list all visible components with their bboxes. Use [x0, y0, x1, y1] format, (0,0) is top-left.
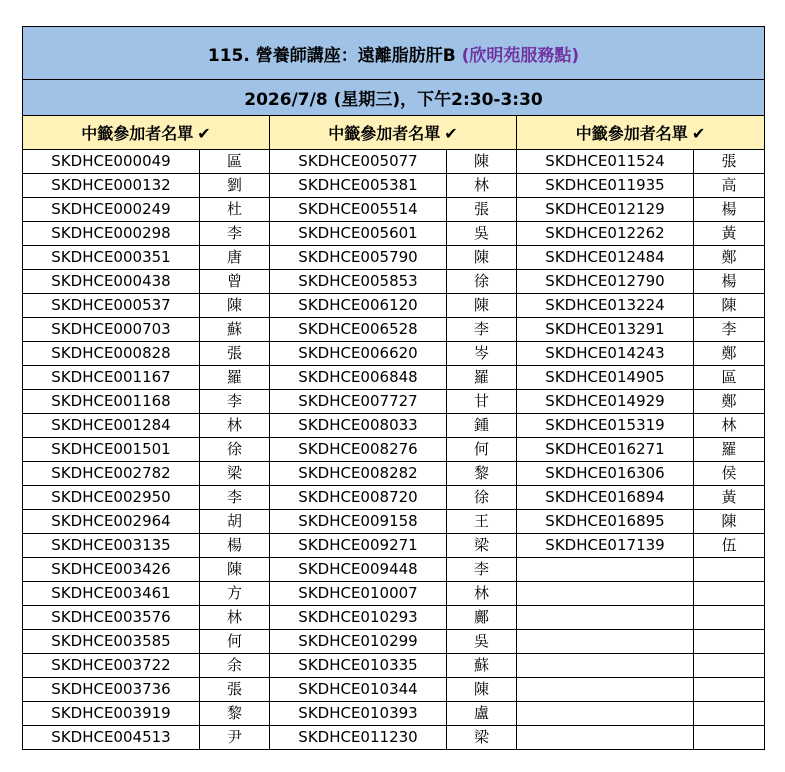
participant-surname: 林	[694, 414, 765, 438]
checkmark-icon: ✔	[691, 124, 706, 143]
participant-surname: 張	[200, 678, 270, 702]
table-row	[23, 582, 765, 606]
participant-surname: 蘇	[200, 318, 270, 342]
participant-surname: 徐	[200, 438, 270, 462]
participant-surname: 杜	[200, 198, 270, 222]
participant-code: SKDHCE005381	[270, 174, 447, 198]
table-row	[23, 630, 765, 654]
table-row	[23, 150, 765, 174]
event-title	[23, 27, 765, 80]
participant-code: SKDHCE012790	[517, 270, 694, 294]
column-header-2	[270, 116, 517, 150]
participant-surname: 李	[200, 390, 270, 414]
participant-code	[517, 558, 694, 582]
participant-surname: 尹	[200, 726, 270, 750]
participant-surname: 吳	[447, 630, 517, 654]
participant-code: SKDHCE008720	[270, 486, 447, 510]
participant-surname	[694, 678, 765, 702]
event-date: 2026/7/8 (星期三)，下午2:30-3:30	[23, 80, 765, 116]
participant-surname: 黃	[694, 222, 765, 246]
checkmark-icon: ✔	[444, 124, 458, 143]
participant-surname: 陳	[447, 246, 517, 270]
table-row	[23, 366, 765, 390]
participant-code: SKDHCE003135	[23, 534, 200, 558]
participant-code	[517, 702, 694, 726]
table-row	[23, 222, 765, 246]
participant-code: SKDHCE000049	[23, 150, 200, 174]
table-row	[23, 462, 765, 486]
table-row	[23, 174, 765, 198]
participant-code	[517, 726, 694, 750]
participant-surname: 甘	[447, 390, 517, 414]
participant-surname: 徐	[447, 270, 517, 294]
participant-surname: 羅	[694, 438, 765, 462]
table-row	[23, 702, 765, 726]
participant-surname	[694, 558, 765, 582]
participant-surname: 羅	[200, 366, 270, 390]
participant-surname: 陳	[694, 510, 765, 534]
participant-surname: 徐	[447, 486, 517, 510]
participant-surname: 區	[694, 366, 765, 390]
participant-surname: 張	[200, 342, 270, 366]
participant-code: SKDHCE011524	[517, 150, 694, 174]
table-row	[23, 534, 765, 558]
participant-surname	[694, 702, 765, 726]
participant-code: SKDHCE010007	[270, 582, 447, 606]
participant-surname: 鄺	[447, 606, 517, 630]
participant-surname: 王	[447, 510, 517, 534]
participant-surname: 黎	[447, 462, 517, 486]
participant-code: SKDHCE003736	[23, 678, 200, 702]
winners-sheet	[22, 26, 765, 750]
participant-surname	[694, 582, 765, 606]
participant-surname: 黃	[694, 486, 765, 510]
column-header-row	[23, 116, 765, 150]
participant-surname: 高	[694, 174, 765, 198]
participant-code: SKDHCE000703	[23, 318, 200, 342]
participant-code: SKDHCE011935	[517, 174, 694, 198]
participant-surname	[694, 630, 765, 654]
participant-surname: 鄭	[694, 342, 765, 366]
participant-code: SKDHCE002950	[23, 486, 200, 510]
table-row	[23, 318, 765, 342]
participant-code: SKDHCE010293	[270, 606, 447, 630]
participant-surname	[694, 606, 765, 630]
participant-surname: 侯	[694, 462, 765, 486]
column-header-label: 中籤參加者名單	[328, 124, 441, 143]
participant-surname: 梁	[200, 462, 270, 486]
participant-surname: 何	[200, 630, 270, 654]
participant-surname: 林	[200, 414, 270, 438]
table-row	[23, 678, 765, 702]
participant-code: SKDHCE005077	[270, 150, 447, 174]
participant-surname: 林	[447, 174, 517, 198]
participant-surname: 黎	[200, 702, 270, 726]
participant-code: SKDHCE003426	[23, 558, 200, 582]
participant-code: SKDHCE010335	[270, 654, 447, 678]
participant-code: SKDHCE011230	[270, 726, 447, 750]
participant-code: SKDHCE003585	[23, 630, 200, 654]
participant-code: SKDHCE005601	[270, 222, 447, 246]
participant-surname: 陳	[200, 294, 270, 318]
participant-code: SKDHCE012129	[517, 198, 694, 222]
participant-surname: 岑	[447, 342, 517, 366]
participant-code: SKDHCE003461	[23, 582, 200, 606]
participant-surname: 張	[694, 150, 765, 174]
participant-code: SKDHCE005853	[270, 270, 447, 294]
participant-surname: 林	[200, 606, 270, 630]
table-row	[23, 198, 765, 222]
participant-surname	[694, 654, 765, 678]
participant-code: SKDHCE003576	[23, 606, 200, 630]
participant-surname: 陳	[694, 294, 765, 318]
participant-surname: 何	[447, 438, 517, 462]
participant-code: SKDHCE013291	[517, 318, 694, 342]
participant-code: SKDHCE006620	[270, 342, 447, 366]
participant-surname: 李	[694, 318, 765, 342]
participant-surname: 伍	[694, 534, 765, 558]
participant-surname: 陳	[447, 150, 517, 174]
participant-code	[517, 582, 694, 606]
column-header-3	[517, 116, 765, 150]
table-row	[23, 510, 765, 534]
participant-surname: 盧	[447, 702, 517, 726]
participant-code: SKDHCE015319	[517, 414, 694, 438]
participant-code: SKDHCE012262	[517, 222, 694, 246]
participant-code: SKDHCE006848	[270, 366, 447, 390]
participant-code: SKDHCE008276	[270, 438, 447, 462]
participant-code: SKDHCE013224	[517, 294, 694, 318]
participant-surname: 吳	[447, 222, 517, 246]
participant-code: SKDHCE001284	[23, 414, 200, 438]
table-row	[23, 294, 765, 318]
participant-surname: 楊	[694, 198, 765, 222]
participant-code: SKDHCE006528	[270, 318, 447, 342]
participant-surname: 李	[447, 558, 517, 582]
participant-surname: 蘇	[447, 654, 517, 678]
participant-code	[517, 630, 694, 654]
participant-code: SKDHCE008282	[270, 462, 447, 486]
table-row	[23, 606, 765, 630]
participant-code: SKDHCE009448	[270, 558, 447, 582]
date-row	[23, 80, 765, 116]
participant-code: SKDHCE009158	[270, 510, 447, 534]
participant-surname: 李	[200, 486, 270, 510]
table-row	[23, 414, 765, 438]
table-row	[23, 726, 765, 750]
participant-code: SKDHCE014243	[517, 342, 694, 366]
participant-surname: 胡	[200, 510, 270, 534]
participant-code: SKDHCE016271	[517, 438, 694, 462]
participant-surname: 曾	[200, 270, 270, 294]
participant-code: SKDHCE005790	[270, 246, 447, 270]
table-row	[23, 342, 765, 366]
participant-code: SKDHCE002964	[23, 510, 200, 534]
participant-code: SKDHCE004513	[23, 726, 200, 750]
participant-code: SKDHCE016895	[517, 510, 694, 534]
table-row	[23, 558, 765, 582]
participant-code	[517, 678, 694, 702]
column-header-1	[23, 116, 270, 150]
participant-code: SKDHCE014905	[517, 366, 694, 390]
participant-code: SKDHCE014929	[517, 390, 694, 414]
participant-code: SKDHCE016894	[517, 486, 694, 510]
participant-code: SKDHCE010344	[270, 678, 447, 702]
participant-code: SKDHCE008033	[270, 414, 447, 438]
table-row	[23, 654, 765, 678]
participant-code: SKDHCE012484	[517, 246, 694, 270]
participant-surname: 梁	[447, 534, 517, 558]
participant-surname: 陳	[447, 678, 517, 702]
table-row	[23, 486, 765, 510]
participant-surname: 鍾	[447, 414, 517, 438]
table-row	[23, 270, 765, 294]
participant-code: SKDHCE000249	[23, 198, 200, 222]
participant-surname: 劉	[200, 174, 270, 198]
participant-code: SKDHCE003722	[23, 654, 200, 678]
participant-code: SKDHCE009271	[270, 534, 447, 558]
participant-code: SKDHCE010299	[270, 630, 447, 654]
participant-code: SKDHCE000537	[23, 294, 200, 318]
participant-code: SKDHCE001501	[23, 438, 200, 462]
participant-surname: 區	[200, 150, 270, 174]
participant-code: SKDHCE000132	[23, 174, 200, 198]
participant-code	[517, 606, 694, 630]
participant-surname: 張	[447, 198, 517, 222]
participant-code: SKDHCE000298	[23, 222, 200, 246]
participant-surname: 余	[200, 654, 270, 678]
participant-surname: 李	[447, 318, 517, 342]
participant-surname: 羅	[447, 366, 517, 390]
participant-code: SKDHCE007727	[270, 390, 447, 414]
participant-surname: 陳	[200, 558, 270, 582]
participant-code: SKDHCE003919	[23, 702, 200, 726]
table-row	[23, 390, 765, 414]
participant-code: SKDHCE016306	[517, 462, 694, 486]
event-title-main: 115. 營養師講座：遠離脂肪肝B	[207, 45, 456, 66]
participant-code: SKDHCE002782	[23, 462, 200, 486]
participant-code: SKDHCE000438	[23, 270, 200, 294]
participant-code: SKDHCE001168	[23, 390, 200, 414]
participant-surname: 楊	[200, 534, 270, 558]
table-row	[23, 246, 765, 270]
participant-surname: 林	[447, 582, 517, 606]
participant-code	[517, 654, 694, 678]
participant-code: SKDHCE010393	[270, 702, 447, 726]
participant-surname: 楊	[694, 270, 765, 294]
participant-code: SKDHCE017139	[517, 534, 694, 558]
participant-surname: 梁	[447, 726, 517, 750]
table-row	[23, 438, 765, 462]
column-header-label: 中籤參加者名單	[575, 124, 688, 143]
event-venue: (欣明苑服務點)	[461, 45, 580, 66]
participant-code: SKDHCE001167	[23, 366, 200, 390]
participant-surname: 鄭	[694, 390, 765, 414]
participant-code: SKDHCE000351	[23, 246, 200, 270]
participant-surname	[694, 726, 765, 750]
checkmark-icon: ✔	[197, 124, 211, 143]
participant-surname: 李	[200, 222, 270, 246]
participant-surname: 鄭	[694, 246, 765, 270]
participant-code: SKDHCE006120	[270, 294, 447, 318]
participant-code: SKDHCE000828	[23, 342, 200, 366]
participant-surname: 陳	[447, 294, 517, 318]
participant-surname: 方	[200, 582, 270, 606]
participant-code: SKDHCE005514	[270, 198, 447, 222]
participant-surname: 唐	[200, 246, 270, 270]
title-row	[23, 27, 765, 80]
column-header-label: 中籤參加者名單	[81, 124, 194, 143]
